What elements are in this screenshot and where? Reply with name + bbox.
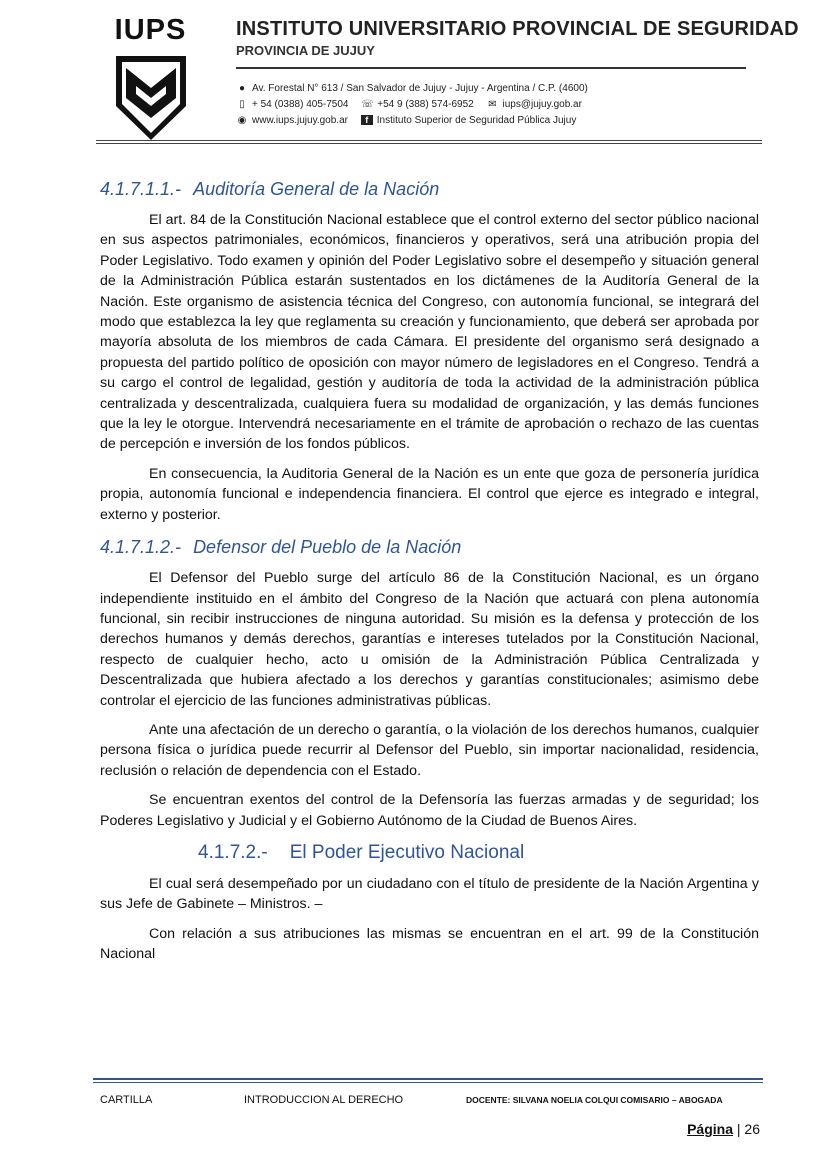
header-divider	[236, 67, 746, 69]
institute-title: INSTITUTO UNIVERSITARIO PROVINCIAL DE SEGURIDAD	[236, 18, 799, 40]
section-number: 4.1.7.1.1.-	[100, 179, 182, 199]
iups-logo	[108, 14, 193, 140]
shield-icon	[112, 54, 190, 142]
footer-left: CARTILLA	[100, 1094, 153, 1106]
whatsapp-icon: ☏	[361, 99, 374, 110]
page-number: 26	[744, 1121, 760, 1137]
page-separator: |	[736, 1121, 741, 1137]
section-number: 4.1.7.2.-	[198, 841, 268, 863]
page-label: Página	[687, 1121, 733, 1137]
footer-rule-top	[93, 1078, 763, 1080]
location-pin-icon: ●	[238, 83, 246, 94]
footer-rule-bottom	[93, 1082, 763, 1083]
contact-web-line	[236, 115, 576, 126]
section-number: 4.1.7.1.2.-	[100, 537, 182, 558]
paragraph: Con relación a sus atribuciones las mismas se encuentran en el art. 99 de la Constitución Nacional	[100, 925, 759, 963]
paragraph: Ante una afectación de un derecho o garantía, o la violación de los derechos humanos, cualquier persona física o jurídica puede recurrir al Defensor del Pueblo, sin importar nacionalidad, residencia, reclusión o relación de dependencia con el Estado.	[100, 721, 759, 779]
phone-icon: ▯	[239, 99, 245, 110]
email-icon: ✉	[488, 99, 497, 110]
section-title: Defensor del Pueblo de la Nación	[193, 537, 462, 558]
facebook-icon: f	[361, 115, 373, 125]
header-rule-bottom	[96, 143, 762, 144]
section-heading-defensor	[100, 534, 759, 560]
section-title: El Poder Ejecutivo Nacional	[289, 841, 525, 863]
footer-right: DOCENTE: SILVANA NOELIA COLQUI COMISARIO – ABOGADA	[466, 1095, 723, 1105]
globe-icon: ◉	[237, 115, 247, 126]
section-heading-auditoria	[100, 176, 759, 202]
email-link[interactable]: iups@jujuy.gob.ar	[502, 99, 582, 110]
paragraph: En consecuencia, la Auditoria General de la Nación es un ente que goza de personería jurídica propia, autonomía funcional e independencia financiera. El control que ejerce es integrado e integral, externo y posterior.	[100, 465, 759, 523]
page-number-block	[687, 1121, 760, 1137]
paragraph: Se encuentran exentos del control de la Defensoría las fuerzas armadas y de seguridad; los Poderes Legislativo y Judicial y el Gobierno Autónomo de la Ciudad de Buenos Aires.	[100, 792, 759, 829]
website-link[interactable]: www.iups.jujuy.gob.ar	[252, 115, 348, 126]
whatsapp-text: +54 9 (388) 574-6952	[377, 99, 474, 110]
footer-center: INTRODUCCION AL DERECHO	[244, 1094, 404, 1106]
page-content	[100, 176, 759, 974]
header-rule-top	[96, 140, 762, 141]
paragraph: El cual será desempeñado por un ciudadano con el título de presidente de la Nación Argentina y sus Jefe de Gabinete – Ministros. –	[100, 875, 759, 913]
paragraph: El Defensor del Pueblo surge del artículo 86 de la Constitución Nacional, es un órgano independiente instituido en el ámbito del Congreso de la Nación que actuará con plena autonomía funcional, sin recibir instrucciones de ninguna autoridad. Su misión es la defensa y protección de los derechos humanos y demás derechos, garantías e intereses tutelados por la Constitución Nacional, respecto de cualquier hecho, acto u omisión de la Administración Pública Centralizada y Descentralizada que hubiera afectado a los derechos y garantías constitucionales; asimismo debe controlar el ejercicio de las funciones administrativas públicas.	[100, 570, 759, 709]
contact-phone-line	[236, 99, 582, 110]
section-title: Auditoría General de la Nación	[193, 179, 440, 199]
facebook-link[interactable]: Instituto Superior de Seguridad Pública Jujuy	[376, 115, 577, 126]
institute-subtitle: PROVINCIA DE JUJUY	[236, 43, 375, 58]
contact-address-line	[236, 83, 588, 94]
paragraph: El art. 84 de la Constitución Nacional establece que el control externo del sector público nacional en sus aspectos patrimoniales, económicos, financieros y operativos, será una atribución propia del Poder Legislativo. Todo examen y opinión del Poder Legislativo sobre el desempeño y situación general de la Administración Pública estarán sustentados en los dictámenes de la Auditoría General de la Nación. Este organismo de asistencia técnica del Congreso, con autonomía funcional, se integrará del modo que establezca la ley que reglamenta su creación y funcionamiento, que deberá ser aprobada por mayoría absoluta de los miembros de cada Cámara. El presidente del organismo será designado a propuesta del partido político de oposición con mayor número de legisladores en el Congreso. Tendrá a su cargo el control de legalidad, gestión y auditoría de toda la actividad de la administración pública centralizada y descentralizada, cualquiera fuera su modalidad de organización, y las demás funciones que la ley le otorgue. Intervendrá necesariamente en el trámite de aprobación o rechazo de las cuentas de percepción e inversión de los fondos públicos.	[100, 212, 759, 453]
phone-text: + 54 (0388) 405-7504	[252, 99, 349, 110]
address-text: Av. Forestal N° 613 / San Salvador de Jujuy - Jujuy - Argentina / C.P. (4600)	[252, 83, 588, 94]
logo-text: IUPS	[114, 14, 187, 46]
section-heading-poder-ejecutivo	[198, 840, 759, 866]
